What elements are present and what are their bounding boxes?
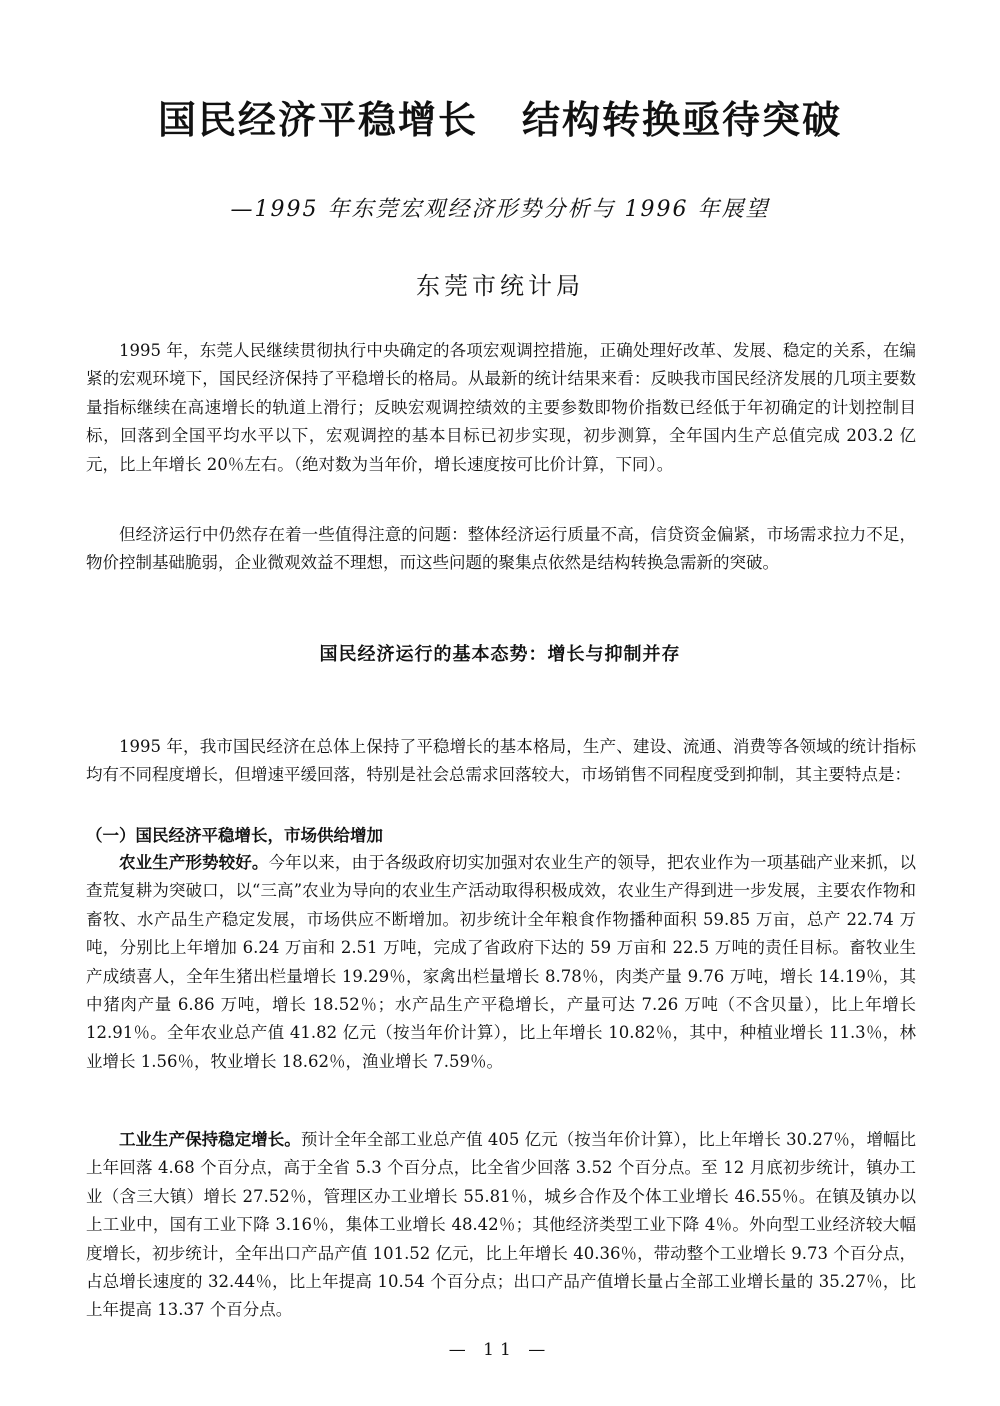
agriculture-paragraph [86,849,916,1076]
agriculture-text: 今年以来，由于各级政府切实加强对农业生产的领导，把农业作为一项基础产业来抓，以查荒复耕为突破口，以“三高”农业为导向的农业生产活动取得积极成效，农业生产得到进一步发展，主要农作物和畜牧、水产品生产稳定发展，市场供应不断增加。初步统计全年粮食作物播种面积 59.85 万亩，总产 22.74 万吨，分别比上年增加 6.24 万亩和 2.51 万吨，完成了省政府下达的 59 万亩和 22.5 万吨的责任目标。畜牧业生产成绩喜人，全年生猪出栏量增长 19.29％，家禽出栏量增长 8.78％，肉类产量 9.76 万吨，增长 14.19％，其中猪肉产量 6.86 万吨，增长 18.52％；水产品生产平稳增长，产量可达 7.26 万吨（不含贝量），比上年增长 12.91％。全年农业总产值 41.82 亿元（按当年价计算），比上年增长 10.82％，其中，种植业增长 11.3％，林业增长 1.56％，牧业增长 18.62％，渔业增长 7.59％。 [86,853,917,1071]
page-number: — 11 — [448,1340,552,1360]
industry-lead: 工业生产保持稳定增长。 [119,1130,301,1149]
article-title-part1: 国民经济平稳增长 [157,98,478,142]
intro-paragraph-1: 1995 年，东莞人民继续贯彻执行中央确定的各项宏观调控措施，正确处理好改革、发展、稳定的关系，在编紧的宏观环境下，国民经济保持了平稳增长的格局。从最新的统计结果来看：反映我市国民经济发展的几项主要数量指标继续在高速增长的轨道上滑行；反映宏观调控绩效的主要参数即物价指数已经低于年初确定的计划控制目标，回落到全国平均水平以下，宏观调控的基本目标已初步实现，初步测算，全年国内生产总值完成 203.2 亿元，比上年增长 20％左右。（绝对数为当年价，增长速度按可比价计算，下同）。 [86,341,916,474]
subsection-heading: （一）国民经济平稳增长，市场供给增加 [86,826,383,845]
article-title-part2: 结构转换亟待突破 [522,98,843,142]
article-subtitle: —1995 年东莞宏观经济形势分析与 1996 年展望 [230,197,770,222]
article-title [0,92,1000,148]
intro-paragraph-2: 但经济运行中仍然存在着一些值得注意的问题：整体经济运行质量不高，信贷资金偏紧，市场需求拉力不足，物价控制基础脆弱，企业微观效益不理想，而这些问题的聚集点依然是结构转换急需新的突破。 [86,525,916,573]
agriculture-lead: 农业生产形势较好。 [119,853,269,872]
article-author: 东莞市统计局 [416,272,584,300]
section-paragraph-1: 1995 年，我市国民经济在总体上保持了平稳增长的基本格局，生产、建设、流通、消费等各领域的统计指标均有不同程度增长，但增速平缓回落，特别是社会总需求回落较大，市场销售不同程度受到抑制，其主要特点是： [86,737,916,785]
industry-text: 预计全年全部工业总产值 405 亿元（按当年价计算），比上年增长 30.27％，增幅比上年回落 4.68 个百分点，高于全省 5.3 个百分点，比全省少回落 3.52 个百分点。至 12 月底初步统计，镇办工业（含三大镇）增长 27.52％，管理区办工业增长 55.81％，城乡合作及个体工业增长 46.55％。在镇及镇办以上工业中，国有工业下降 3.16％，集体工业增长 48.42％；其他经济类型工业下降 4％。外向型工业经济较大幅度增长，初步统计，全年出口产品产值 101.52 亿元，比上年增长 40.36％，带动整个工业增长 9.73 个百分点，占总增长速度的 32.44％，比上年提高 10.54 个百分点；出口产品产值增长量占全部工业增长量的 35.27％，比上年提高 13.37 个百分点。 [86,1130,917,1320]
industry-paragraph [86,1126,916,1325]
section-heading: 国民经济运行的基本态势：增长与抑制并存 [319,644,681,665]
